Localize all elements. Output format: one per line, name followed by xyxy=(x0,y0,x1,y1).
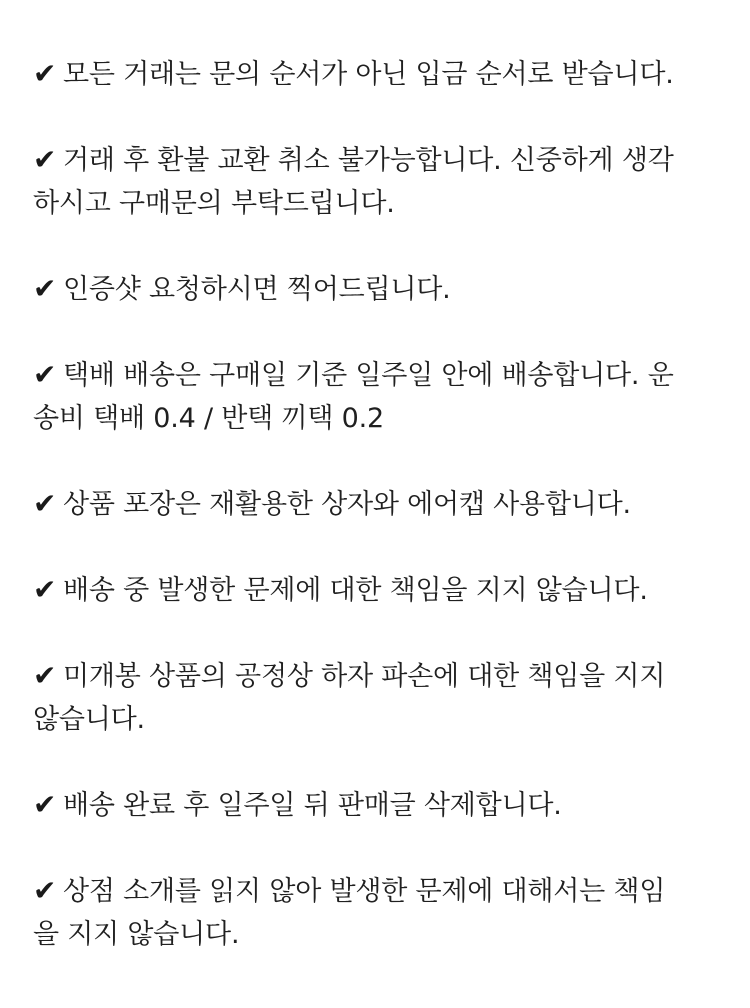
notice-line: 송비 택배 0.4 / 반택 끼택 0.2 xyxy=(33,403,384,434)
notice-line xyxy=(33,568,723,612)
check-icon: ✔ xyxy=(33,272,57,305)
notice-item xyxy=(33,783,723,827)
notice-line xyxy=(33,52,723,96)
notice-line xyxy=(33,654,723,698)
notice-line xyxy=(33,138,723,182)
notice-text: 거래 후 환불 교환 취소 불가능합니다. 신중하게 생각 xyxy=(63,145,674,176)
check-icon: ✔ xyxy=(33,487,57,520)
notice-line: 을 지지 않습니다. xyxy=(33,919,240,950)
notice-line xyxy=(33,869,723,913)
notice-text: 미개봉 상품의 공정상 하자 파손에 대한 책임을 지지 xyxy=(63,661,666,692)
check-icon: ✔ xyxy=(33,143,57,176)
notice-item xyxy=(33,267,723,311)
notice-item xyxy=(33,52,723,96)
notice-line xyxy=(33,783,723,827)
check-icon: ✔ xyxy=(33,573,57,606)
check-icon: ✔ xyxy=(33,788,57,821)
notice-item xyxy=(33,654,723,741)
notice-item xyxy=(33,482,723,526)
notice-item xyxy=(33,568,723,612)
notice-line xyxy=(33,482,723,526)
notice-line: 않습니다. xyxy=(33,704,145,735)
check-icon: ✔ xyxy=(33,659,57,692)
notice-text: 상품 포장은 재활용한 상자와 에어캡 사용합니다. xyxy=(63,489,631,520)
check-icon: ✔ xyxy=(33,57,57,90)
notice-line xyxy=(33,267,723,311)
notice-text: 모든 거래는 문의 순서가 아닌 입금 순서로 받습니다. xyxy=(63,59,674,90)
notice-text: 배송 중 발생한 문제에 대한 책임을 지지 않습니다. xyxy=(63,575,648,606)
notice-text: 택배 배송은 구매일 기준 일주일 안에 배송합니다. 운 xyxy=(63,360,674,391)
notice-text: 상점 소개를 읽지 않아 발생한 문제에 대해서는 책임 xyxy=(63,876,666,907)
notice-item xyxy=(33,353,723,440)
notice-list xyxy=(33,52,723,998)
check-icon: ✔ xyxy=(33,874,57,907)
check-icon: ✔ xyxy=(33,358,57,391)
notice-item xyxy=(33,869,723,956)
notice-text: 배송 완료 후 일주일 뒤 판매글 삭제합니다. xyxy=(63,790,562,821)
notice-text: 인증샷 요청하시면 찍어드립니다. xyxy=(63,274,451,305)
notice-line xyxy=(33,353,723,397)
notice-line: 하시고 구매문의 부탁드립니다. xyxy=(33,188,395,219)
notice-item xyxy=(33,138,723,225)
